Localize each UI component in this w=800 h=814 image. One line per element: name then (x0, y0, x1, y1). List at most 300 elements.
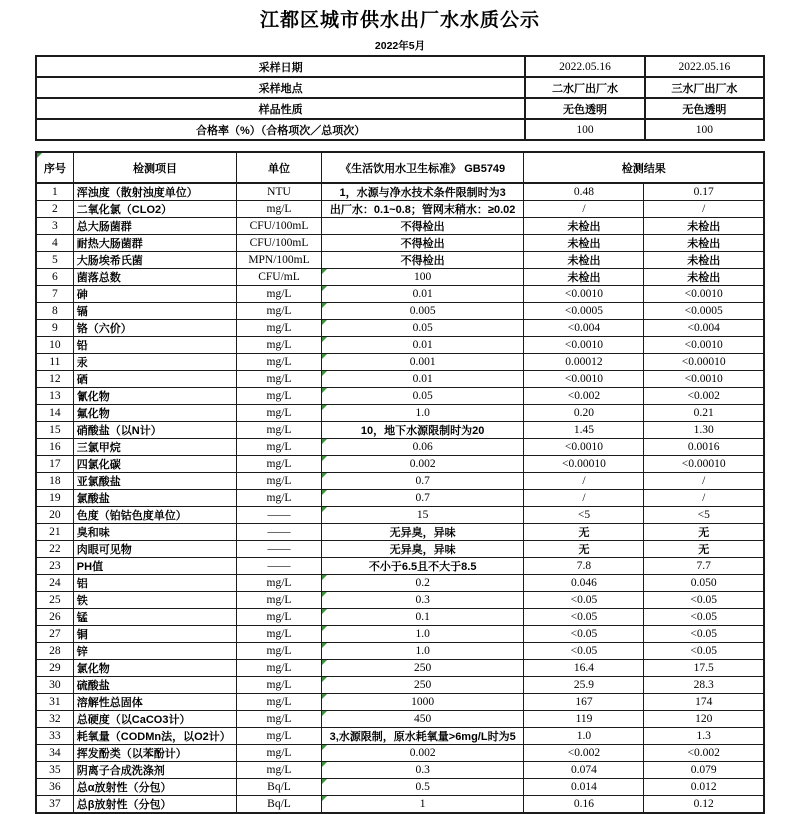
table-row (36, 405, 764, 422)
seq-cell: 6 (36, 269, 73, 286)
result-cell-2: 120 (644, 711, 764, 728)
unit-cell: —— (237, 558, 322, 575)
standard-cell: 0.01 (321, 371, 524, 388)
seq-cell: 29 (36, 660, 73, 677)
unit-cell: mg/L (237, 762, 322, 779)
cell-corner-mark-icon (322, 405, 327, 410)
standard-cell: 1.0 (321, 643, 524, 660)
result-cell-2: <5 (644, 507, 764, 524)
seq-cell: 7 (36, 286, 73, 303)
result-cell-2: 0.012 (644, 779, 764, 796)
standard-cell: 0.3 (321, 592, 524, 609)
result-cell-2: / (644, 201, 764, 218)
seq-cell: 34 (36, 745, 73, 762)
item-cell: 氯酸盐 (73, 490, 236, 507)
unit-cell: mg/L (237, 711, 322, 728)
standard-cell: 0.7 (321, 473, 524, 490)
table-row (36, 269, 764, 286)
unit-cell: mg/L (237, 592, 322, 609)
cell-corner-mark-icon (322, 745, 327, 750)
result-cell-2: 1.3 (644, 728, 764, 745)
table-row (36, 388, 764, 405)
seq-cell: 33 (36, 728, 73, 745)
item-cell: 锌 (73, 643, 236, 660)
result-cell-1: <5 (524, 507, 644, 524)
table-row (36, 711, 764, 728)
cell-corner-mark-icon (322, 694, 327, 699)
unit-cell: CFU/100mL (237, 235, 322, 252)
result-cell-2: 无 (644, 541, 764, 558)
result-cell-2: 0.12 (644, 796, 764, 814)
seq-cell: 18 (36, 473, 73, 490)
unit-cell: mg/L (237, 575, 322, 592)
result-cell-2: <0.002 (644, 745, 764, 762)
result-cell-2: 未检出 (644, 235, 764, 252)
result-cell-1: <0.0010 (524, 337, 644, 354)
result-cell-1: 167 (524, 694, 644, 711)
result-cell-2: 无 (644, 524, 764, 541)
standard-cell: 1.0 (321, 626, 524, 643)
info-value-plant3: 三水厂出厂水 (645, 77, 764, 98)
result-cell-1: 16.4 (524, 660, 644, 677)
item-cell: 总α放射性（分包） (73, 779, 236, 796)
item-cell: 耐热大肠菌群 (73, 235, 236, 252)
unit-cell: CFU/100mL (237, 218, 322, 235)
table-row (36, 643, 764, 660)
result-cell-2: 28.3 (644, 677, 764, 694)
table-row (36, 252, 764, 269)
table-row (36, 235, 764, 252)
unit-cell: mg/L (237, 303, 322, 320)
seq-cell: 26 (36, 609, 73, 626)
item-cell: 铬（六价） (73, 320, 236, 337)
result-cell-2: 174 (644, 694, 764, 711)
result-cell-2: 0.079 (644, 762, 764, 779)
result-cell-1: 无 (524, 524, 644, 541)
header-unit: 单位 (237, 152, 322, 183)
item-cell: 锰 (73, 609, 236, 626)
standard-cell: 0.002 (321, 456, 524, 473)
result-cell-2: <0.05 (644, 626, 764, 643)
cell-corner-mark-icon (322, 711, 327, 716)
result-cell-1: <0.0010 (524, 439, 644, 456)
table-row (36, 183, 764, 201)
item-cell: 二氧化氯（CLO2） (73, 201, 236, 218)
table-row (36, 541, 764, 558)
unit-cell: mg/L (237, 490, 322, 507)
result-cell-2: <0.0005 (644, 303, 764, 320)
info-row (36, 77, 764, 98)
cell-corner-mark-icon (322, 320, 327, 325)
seq-cell: 19 (36, 490, 73, 507)
table-row (36, 320, 764, 337)
table-row (36, 371, 764, 388)
info-table (35, 55, 765, 141)
result-cell-2: 0.0016 (644, 439, 764, 456)
table-row (36, 473, 764, 490)
result-cell-1: <0.0010 (524, 286, 644, 303)
result-cell-1: <0.05 (524, 643, 644, 660)
seq-cell: 11 (36, 354, 73, 371)
info-label: 样品性质 (36, 98, 525, 119)
seq-cell: 37 (36, 796, 73, 814)
standard-cell: 3,水源限制，原水耗氧量>6mg/L时为5 (321, 728, 524, 745)
standard-cell: 0.001 (321, 354, 524, 371)
unit-cell: mg/L (237, 626, 322, 643)
result-cell-2: <0.004 (644, 320, 764, 337)
standard-cell: 不得检出 (321, 252, 524, 269)
result-cell-1: <0.004 (524, 320, 644, 337)
unit-cell: mg/L (237, 473, 322, 490)
standard-cell: 0.2 (321, 575, 524, 592)
result-cell-1: 0.48 (524, 183, 644, 201)
result-cell-2: 0.050 (644, 575, 764, 592)
seq-cell: 25 (36, 592, 73, 609)
cell-corner-mark-icon (322, 388, 327, 393)
info-value-plant3: 2022.05.16 (645, 56, 764, 77)
info-value-plant2: 无色透明 (525, 98, 644, 119)
seq-cell: 10 (36, 337, 73, 354)
info-value-plant2: 二水厂出厂水 (525, 77, 644, 98)
seq-cell: 27 (36, 626, 73, 643)
unit-cell: mg/L (237, 201, 322, 218)
item-cell: 氯化物 (73, 660, 236, 677)
seq-cell: 14 (36, 405, 73, 422)
unit-cell: MPN/100mL (237, 252, 322, 269)
standard-cell: 0.05 (321, 320, 524, 337)
seq-cell: 4 (36, 235, 73, 252)
header-item: 检测项目 (73, 152, 236, 183)
cell-corner-mark-icon (322, 507, 327, 512)
result-cell-2: 0.21 (644, 405, 764, 422)
result-cell-1: 1.45 (524, 422, 644, 439)
unit-cell: mg/L (237, 286, 322, 303)
seq-cell: 20 (36, 507, 73, 524)
item-cell: 四氯化碳 (73, 456, 236, 473)
standard-cell: 1.0 (321, 405, 524, 422)
item-cell: 硫酸盐 (73, 677, 236, 694)
info-label: 合格率（%）（合格项次／总项次） (36, 119, 525, 140)
standard-cell: 不小于6.5且不大于8.5 (321, 558, 524, 575)
standard-cell: 0.3 (321, 762, 524, 779)
result-cell-1: 未检出 (524, 218, 644, 235)
seq-cell: 1 (36, 183, 73, 201)
result-cell-2: 7.7 (644, 558, 764, 575)
table-row (36, 490, 764, 507)
item-cell: 亚氯酸盐 (73, 473, 236, 490)
cell-corner-mark-icon (322, 643, 327, 648)
unit-cell: mg/L (237, 677, 322, 694)
table-row (36, 609, 764, 626)
unit-cell: mg/L (237, 388, 322, 405)
cell-corner-mark-icon (322, 490, 327, 495)
cell-corner-mark-icon (37, 153, 42, 158)
seq-cell: 28 (36, 643, 73, 660)
table-row (36, 439, 764, 456)
result-cell-2: <0.05 (644, 643, 764, 660)
seq-cell: 15 (36, 422, 73, 439)
standard-cell: 10，地下水源限制时为20 (321, 422, 524, 439)
item-cell: 氰化物 (73, 388, 236, 405)
seq-cell: 23 (36, 558, 73, 575)
result-cell-1: 未检出 (524, 235, 644, 252)
unit-cell: mg/L (237, 337, 322, 354)
standard-cell: 250 (321, 677, 524, 694)
item-cell: 阴离子合成洗涤剂 (73, 762, 236, 779)
item-cell: 三氯甲烷 (73, 439, 236, 456)
cell-corner-mark-icon (322, 303, 327, 308)
unit-cell: mg/L (237, 439, 322, 456)
info-table-body (36, 56, 764, 140)
table-row (36, 524, 764, 541)
result-cell-1: 0.16 (524, 796, 644, 814)
result-cell-1: / (524, 490, 644, 507)
cell-corner-mark-icon (322, 575, 327, 580)
table-row (36, 796, 764, 814)
seq-cell: 2 (36, 201, 73, 218)
item-cell: 溶解性总固体 (73, 694, 236, 711)
table-row (36, 728, 764, 745)
result-cell-2: 未检出 (644, 252, 764, 269)
result-cell-1: <0.0010 (524, 371, 644, 388)
standard-cell: 0.5 (321, 779, 524, 796)
result-cell-1: <0.00010 (524, 456, 644, 473)
info-value-plant3: 无色透明 (645, 98, 764, 119)
standard-cell: 15 (321, 507, 524, 524)
item-cell: 肉眼可见物 (73, 541, 236, 558)
result-cell-1: 0.00012 (524, 354, 644, 371)
cell-corner-mark-icon (322, 371, 327, 376)
item-cell: 耗氧量（CODMn法，以O2计） (73, 728, 236, 745)
result-cell-2: <0.05 (644, 609, 764, 626)
cell-corner-mark-icon (322, 677, 327, 682)
result-cell-2: / (644, 473, 764, 490)
result-cell-2: <0.002 (644, 388, 764, 405)
result-cell-2: <0.0010 (644, 286, 764, 303)
table-row (36, 694, 764, 711)
cell-corner-mark-icon (322, 473, 327, 478)
result-cell-1: 0.046 (524, 575, 644, 592)
result-cell-2: <0.0010 (644, 337, 764, 354)
standard-cell: 1000 (321, 694, 524, 711)
result-cell-1: <0.05 (524, 592, 644, 609)
item-cell: 铝 (73, 575, 236, 592)
result-cell-1: <0.002 (524, 745, 644, 762)
seq-cell: 5 (36, 252, 73, 269)
result-cell-1: 0.074 (524, 762, 644, 779)
seq-cell: 3 (36, 218, 73, 235)
standard-cell: 0.06 (321, 439, 524, 456)
seq-cell: 9 (36, 320, 73, 337)
cell-corner-mark-icon (322, 286, 327, 291)
result-cell-1: <0.05 (524, 626, 644, 643)
cell-corner-mark-icon (322, 269, 327, 274)
item-cell: 镉 (73, 303, 236, 320)
result-cell-2: <0.00010 (644, 354, 764, 371)
result-cell-1: 7.8 (524, 558, 644, 575)
cell-corner-mark-icon (322, 779, 327, 784)
info-label: 采样日期 (36, 56, 525, 77)
info-value-plant3: 100 (645, 119, 764, 140)
cell-corner-mark-icon (322, 439, 327, 444)
standard-cell: 出厂水：0.1~0.8；管网末稍水：≥0.02 (321, 201, 524, 218)
item-cell: 菌落总数 (73, 269, 236, 286)
info-value-plant2: 2022.05.16 (525, 56, 644, 77)
table-row (36, 456, 764, 473)
standard-cell: 0.1 (321, 609, 524, 626)
table-row (36, 575, 764, 592)
unit-cell: —— (237, 524, 322, 541)
standard-cell: 0.01 (321, 286, 524, 303)
table-row (36, 422, 764, 439)
result-cell-1: 0.20 (524, 405, 644, 422)
table-row (36, 303, 764, 320)
result-cell-1: <0.0005 (524, 303, 644, 320)
cell-corner-mark-icon (322, 456, 327, 461)
item-cell: 汞 (73, 354, 236, 371)
item-cell: 挥发酚类（以苯酚计） (73, 745, 236, 762)
unit-cell: mg/L (237, 745, 322, 762)
unit-cell: mg/L (237, 405, 322, 422)
result-cell-1: 119 (524, 711, 644, 728)
seq-cell: 8 (36, 303, 73, 320)
unit-cell: NTU (237, 183, 322, 201)
seq-cell: 13 (36, 388, 73, 405)
result-cell-1: / (524, 201, 644, 218)
table-row (36, 218, 764, 235)
cell-corner-mark-icon (322, 762, 327, 767)
result-cell-1: 未检出 (524, 252, 644, 269)
item-cell: 铅 (73, 337, 236, 354)
result-cell-2: 未检出 (644, 218, 764, 235)
standard-cell: 450 (321, 711, 524, 728)
item-cell: 大肠埃希氏菌 (73, 252, 236, 269)
seq-cell: 22 (36, 541, 73, 558)
info-row (36, 56, 764, 77)
item-cell: 砷 (73, 286, 236, 303)
result-cell-1: / (524, 473, 644, 490)
seq-cell: 16 (36, 439, 73, 456)
unit-cell: mg/L (237, 371, 322, 388)
header-standard: 《生活饮用水卫生标准》 GB5749 (321, 152, 524, 183)
page-title: 江都区城市供水出厂水水质公示 (259, 10, 540, 31)
item-cell: 氟化物 (73, 405, 236, 422)
info-row (36, 98, 764, 119)
cell-corner-mark-icon (322, 626, 327, 631)
result-cell-1: 0.014 (524, 779, 644, 796)
info-label: 采样地点 (36, 77, 525, 98)
standard-cell: 无异臭，异味 (321, 541, 524, 558)
item-cell: PH值 (73, 558, 236, 575)
unit-cell: mg/L (237, 643, 322, 660)
seq-cell: 35 (36, 762, 73, 779)
table-row (36, 354, 764, 371)
standard-cell: 0.7 (321, 490, 524, 507)
header-seq: 序号 (36, 152, 73, 183)
info-value-plant2: 100 (525, 119, 644, 140)
standard-cell: 0.005 (321, 303, 524, 320)
unit-cell: mg/L (237, 728, 322, 745)
standard-cell: 不得检出 (321, 235, 524, 252)
table-row (36, 660, 764, 677)
table-row (36, 201, 764, 218)
result-cell-2: <0.00010 (644, 456, 764, 473)
table-row (36, 745, 764, 762)
unit-cell: mg/L (237, 456, 322, 473)
standard-cell: 100 (321, 269, 524, 286)
unit-cell: mg/L (237, 354, 322, 371)
standard-cell: 无异臭，异味 (321, 524, 524, 541)
item-cell: 浑浊度（散射浊度单位） (73, 183, 236, 201)
table-row (36, 626, 764, 643)
header-row (36, 152, 764, 183)
unit-cell: Bq/L (237, 779, 322, 796)
result-cell-1: 无 (524, 541, 644, 558)
standard-cell: 1 (321, 796, 524, 814)
item-cell: 总硬度（以CaCO3计） (73, 711, 236, 728)
unit-cell: mg/L (237, 694, 322, 711)
result-cell-2: 0.17 (644, 183, 764, 201)
info-row (36, 119, 764, 140)
table-row (36, 592, 764, 609)
standard-cell: 不得检出 (321, 218, 524, 235)
table-row (36, 337, 764, 354)
item-cell: 铜 (73, 626, 236, 643)
table-row (36, 677, 764, 694)
cell-corner-mark-icon (322, 337, 327, 342)
item-cell: 硝酸盐（以N计） (73, 422, 236, 439)
item-cell: 臭和味 (73, 524, 236, 541)
cell-corner-mark-icon (322, 354, 327, 359)
result-cell-2: <0.0010 (644, 371, 764, 388)
unit-cell: mg/L (237, 660, 322, 677)
seq-cell: 36 (36, 779, 73, 796)
seq-cell: 17 (36, 456, 73, 473)
cell-corner-mark-icon (322, 592, 327, 597)
cell-corner-mark-icon (322, 796, 327, 801)
standard-cell: 0.05 (321, 388, 524, 405)
table-row (36, 558, 764, 575)
seq-cell: 24 (36, 575, 73, 592)
item-cell: 色度（铂钴色度单位） (73, 507, 236, 524)
table-row (36, 779, 764, 796)
seq-cell: 30 (36, 677, 73, 694)
item-cell: 硒 (73, 371, 236, 388)
result-cell-2: 1.30 (644, 422, 764, 439)
table-row (36, 507, 764, 524)
unit-cell: mg/L (237, 422, 322, 439)
seq-cell: 21 (36, 524, 73, 541)
item-cell: 铁 (73, 592, 236, 609)
standard-cell: 1，水源与净水技术条件限制时为3 (321, 183, 524, 201)
standard-cell: 0.002 (321, 745, 524, 762)
table-row (36, 286, 764, 303)
main-table-header (36, 152, 764, 183)
unit-cell: —— (237, 541, 322, 558)
result-cell-2: 17.5 (644, 660, 764, 677)
header-result: 检测结果 (524, 152, 764, 183)
item-cell: 总β放射性（分包） (73, 796, 236, 814)
unit-cell: CFU/mL (237, 269, 322, 286)
result-cell-1: <0.002 (524, 388, 644, 405)
seq-cell: 32 (36, 711, 73, 728)
standard-cell: 0.01 (321, 337, 524, 354)
main-table-body (36, 183, 764, 813)
result-cell-1: 1.0 (524, 728, 644, 745)
seq-cell: 12 (36, 371, 73, 388)
result-cell-2: <0.05 (644, 592, 764, 609)
result-cell-1: <0.05 (524, 609, 644, 626)
